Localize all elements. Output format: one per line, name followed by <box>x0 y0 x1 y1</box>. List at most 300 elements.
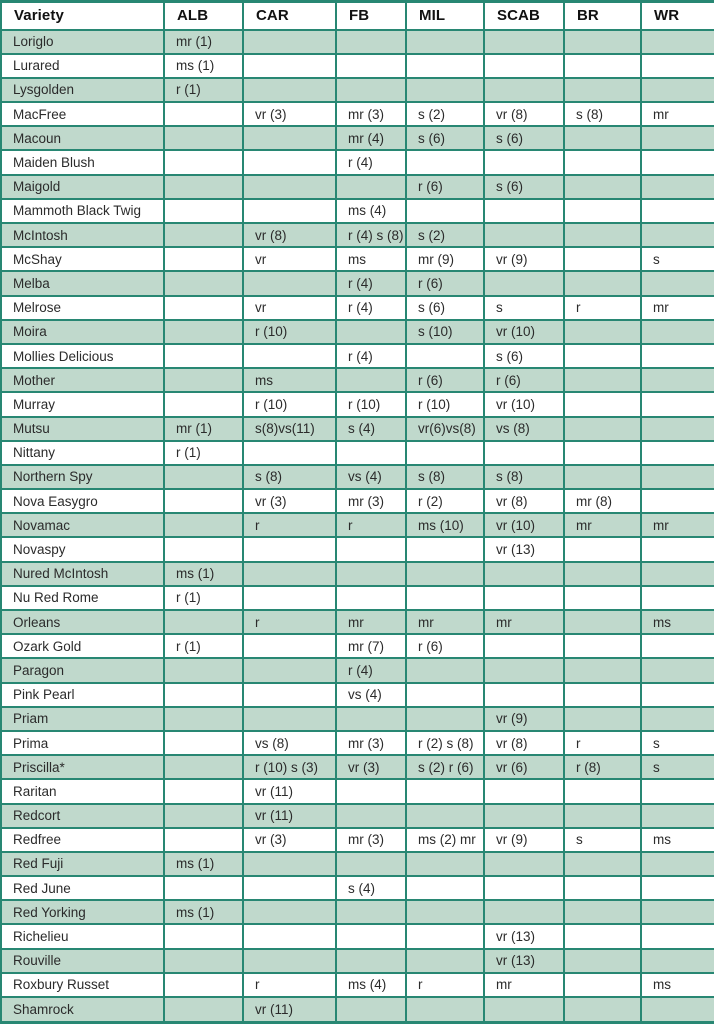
cell-scab <box>484 441 564 465</box>
cell-variety: Redcort <box>1 804 164 828</box>
cell-mil: ms (10) <box>406 513 484 537</box>
cell-variety: Northern Spy <box>1 465 164 489</box>
cell-wr <box>641 634 714 658</box>
cell-car: s (8) <box>243 465 336 489</box>
cell-alb <box>164 344 243 368</box>
cell-br <box>564 949 641 973</box>
cell-scab: s (6) <box>484 344 564 368</box>
cell-car: vr (11) <box>243 779 336 803</box>
cell-alb: ms (1) <box>164 900 243 924</box>
cell-br <box>564 562 641 586</box>
table-row <box>1 271 714 295</box>
cell-mil: r (2) <box>406 489 484 513</box>
cell-variety: Raritan <box>1 779 164 803</box>
cell-variety: Nured McIntosh <box>1 562 164 586</box>
cell-fb <box>336 562 406 586</box>
cell-alb <box>164 683 243 707</box>
cell-variety: Novamac <box>1 513 164 537</box>
cell-mil <box>406 997 484 1023</box>
table-row <box>1 562 714 586</box>
cell-br <box>564 924 641 948</box>
table-header <box>1 2 714 30</box>
cell-alb: r (1) <box>164 441 243 465</box>
cell-scab <box>484 683 564 707</box>
column-header-br: BR <box>564 2 641 30</box>
cell-fb <box>336 368 406 392</box>
cell-wr: s <box>641 731 714 755</box>
cell-car: vr (8) <box>243 223 336 247</box>
table-row <box>1 683 714 707</box>
table-row <box>1 102 714 126</box>
cell-alb <box>164 973 243 997</box>
cell-scab: mr <box>484 973 564 997</box>
cell-variety: Murray <box>1 392 164 416</box>
cell-mil <box>406 54 484 78</box>
cell-car <box>243 175 336 199</box>
cell-fb <box>336 852 406 876</box>
cell-variety: Novaspy <box>1 537 164 561</box>
cell-alb <box>164 755 243 779</box>
cell-variety: McIntosh <box>1 223 164 247</box>
column-header-scab: SCAB <box>484 2 564 30</box>
cell-scab: s (6) <box>484 126 564 150</box>
cell-car <box>243 344 336 368</box>
cell-mil <box>406 441 484 465</box>
cell-variety: Pink Pearl <box>1 683 164 707</box>
cell-scab <box>484 658 564 682</box>
cell-mil: r <box>406 973 484 997</box>
cell-mil <box>406 30 484 54</box>
cell-scab <box>484 586 564 610</box>
cell-br <box>564 852 641 876</box>
cell-fb: s (4) <box>336 417 406 441</box>
cell-scab: vr (13) <box>484 949 564 973</box>
table-row <box>1 997 714 1023</box>
cell-variety: Priscilla* <box>1 755 164 779</box>
cell-scab <box>484 271 564 295</box>
cell-car <box>243 707 336 731</box>
cell-mil <box>406 658 484 682</box>
cell-car: r (10) s (3) <box>243 755 336 779</box>
cell-br <box>564 223 641 247</box>
cell-scab: vr (8) <box>484 731 564 755</box>
cell-variety: Orleans <box>1 610 164 634</box>
cell-alb <box>164 731 243 755</box>
cell-alb <box>164 513 243 537</box>
cell-variety: Roxbury Russet <box>1 973 164 997</box>
cell-car <box>243 924 336 948</box>
cell-car: vr (11) <box>243 997 336 1023</box>
cell-fb: ms (4) <box>336 199 406 223</box>
table-row <box>1 804 714 828</box>
table-row <box>1 126 714 150</box>
cell-br <box>564 610 641 634</box>
cell-alb <box>164 150 243 174</box>
cell-alb <box>164 537 243 561</box>
cell-br <box>564 175 641 199</box>
cell-fb <box>336 441 406 465</box>
cell-fb: mr (3) <box>336 731 406 755</box>
table-row <box>1 392 714 416</box>
table-row <box>1 199 714 223</box>
cell-wr <box>641 683 714 707</box>
cell-car <box>243 586 336 610</box>
cell-scab <box>484 900 564 924</box>
cell-fb: r (4) <box>336 271 406 295</box>
cell-br <box>564 973 641 997</box>
cell-mil <box>406 199 484 223</box>
cell-alb <box>164 102 243 126</box>
table-row <box>1 78 714 102</box>
cell-mil: r (6) <box>406 271 484 295</box>
table-row <box>1 949 714 973</box>
cell-br: s <box>564 828 641 852</box>
cell-alb <box>164 949 243 973</box>
cell-mil <box>406 779 484 803</box>
cell-car <box>243 562 336 586</box>
cell-wr <box>641 537 714 561</box>
cell-scab: r (6) <box>484 368 564 392</box>
cell-mil: r (10) <box>406 392 484 416</box>
cell-br <box>564 344 641 368</box>
cell-alb: r (1) <box>164 78 243 102</box>
cell-car: vs (8) <box>243 731 336 755</box>
cell-alb: ms (1) <box>164 54 243 78</box>
cell-scab <box>484 997 564 1023</box>
cell-variety: Paragon <box>1 658 164 682</box>
cell-car <box>243 78 336 102</box>
cell-variety: Mammoth Black Twig <box>1 199 164 223</box>
cell-wr <box>641 465 714 489</box>
cell-car: vr <box>243 296 336 320</box>
cell-fb <box>336 949 406 973</box>
cell-variety: Maiden Blush <box>1 150 164 174</box>
cell-scab <box>484 54 564 78</box>
cell-scab: s (8) <box>484 465 564 489</box>
table-row <box>1 320 714 344</box>
cell-wr <box>641 779 714 803</box>
cell-fb <box>336 78 406 102</box>
cell-br <box>564 465 641 489</box>
cell-scab: vr (9) <box>484 247 564 271</box>
cell-wr: ms <box>641 610 714 634</box>
cell-wr <box>641 900 714 924</box>
column-header-alb: ALB <box>164 2 243 30</box>
cell-variety: Melrose <box>1 296 164 320</box>
cell-alb <box>164 223 243 247</box>
cell-car: r <box>243 973 336 997</box>
cell-br <box>564 804 641 828</box>
cell-br <box>564 54 641 78</box>
cell-scab: vr (10) <box>484 320 564 344</box>
table-row <box>1 852 714 876</box>
cell-car <box>243 199 336 223</box>
header-row <box>1 2 714 30</box>
cell-scab <box>484 562 564 586</box>
table-row <box>1 973 714 997</box>
cell-variety: Rouville <box>1 949 164 973</box>
cell-br <box>564 199 641 223</box>
cell-scab: vr (9) <box>484 828 564 852</box>
cell-br: s (8) <box>564 102 641 126</box>
cell-scab: s (6) <box>484 175 564 199</box>
cell-fb: vr (3) <box>336 755 406 779</box>
cell-scab <box>484 804 564 828</box>
cell-car: r <box>243 610 336 634</box>
cell-car <box>243 683 336 707</box>
cell-scab: vr (13) <box>484 924 564 948</box>
cell-scab: vr (6) <box>484 755 564 779</box>
cell-fb <box>336 707 406 731</box>
cell-wr <box>641 586 714 610</box>
cell-scab: mr <box>484 610 564 634</box>
cell-variety: Priam <box>1 707 164 731</box>
cell-variety: Nova Easygro <box>1 489 164 513</box>
cell-mil: ms (2) mr <box>406 828 484 852</box>
cell-br <box>564 320 641 344</box>
cell-alb <box>164 924 243 948</box>
cell-fb <box>336 175 406 199</box>
cell-fb <box>336 30 406 54</box>
cell-mil <box>406 949 484 973</box>
cell-variety: Mother <box>1 368 164 392</box>
cell-mil: mr <box>406 610 484 634</box>
cell-mil: r (2) s (8) <box>406 731 484 755</box>
cell-car <box>243 900 336 924</box>
cell-car <box>243 852 336 876</box>
cell-br: r <box>564 296 641 320</box>
cell-variety: Prima <box>1 731 164 755</box>
cell-fb: r (4) <box>336 296 406 320</box>
cell-mil: s (6) <box>406 296 484 320</box>
cell-br <box>564 658 641 682</box>
cell-mil <box>406 344 484 368</box>
cell-variety: Nittany <box>1 441 164 465</box>
cell-scab <box>484 876 564 900</box>
cell-scab: vr (8) <box>484 102 564 126</box>
cell-wr <box>641 852 714 876</box>
cell-fb: s (4) <box>336 876 406 900</box>
cell-mil <box>406 683 484 707</box>
cell-wr <box>641 78 714 102</box>
cell-scab: vr (9) <box>484 707 564 731</box>
cell-car: ms <box>243 368 336 392</box>
table-row <box>1 755 714 779</box>
cell-br <box>564 707 641 731</box>
table-row <box>1 247 714 271</box>
table-row <box>1 441 714 465</box>
cell-alb: ms (1) <box>164 562 243 586</box>
cell-fb: vs (4) <box>336 683 406 707</box>
cell-alb <box>164 175 243 199</box>
cell-variety: Mollies Delicious <box>1 344 164 368</box>
cell-wr <box>641 562 714 586</box>
cell-variety: Moira <box>1 320 164 344</box>
cell-alb <box>164 997 243 1023</box>
cell-wr <box>641 417 714 441</box>
table-row <box>1 828 714 852</box>
cell-variety: Nu Red Rome <box>1 586 164 610</box>
cell-variety: Redfree <box>1 828 164 852</box>
cell-scab <box>484 150 564 174</box>
cell-br <box>564 779 641 803</box>
cell-fb <box>336 779 406 803</box>
cell-car <box>243 271 336 295</box>
cell-fb: mr (7) <box>336 634 406 658</box>
cell-fb: mr <box>336 610 406 634</box>
cell-mil: vr(6)vs(8) <box>406 417 484 441</box>
cell-mil: s (2) <box>406 223 484 247</box>
cell-br <box>564 30 641 54</box>
cell-wr: mr <box>641 513 714 537</box>
cell-car: r <box>243 513 336 537</box>
cell-alb <box>164 707 243 731</box>
cell-mil: s (6) <box>406 126 484 150</box>
cell-scab <box>484 852 564 876</box>
cell-wr <box>641 997 714 1023</box>
cell-br <box>564 683 641 707</box>
cell-mil: mr (9) <box>406 247 484 271</box>
cell-fb <box>336 54 406 78</box>
cell-mil <box>406 924 484 948</box>
cell-br <box>564 417 641 441</box>
cell-car: r (10) <box>243 320 336 344</box>
cell-mil: r (6) <box>406 634 484 658</box>
cell-mil: s (8) <box>406 465 484 489</box>
cell-alb <box>164 126 243 150</box>
cell-alb <box>164 296 243 320</box>
cell-scab <box>484 78 564 102</box>
table-row <box>1 900 714 924</box>
cell-fb: mr (3) <box>336 102 406 126</box>
cell-alb <box>164 247 243 271</box>
cell-mil: r (6) <box>406 368 484 392</box>
cell-br <box>564 247 641 271</box>
cell-wr <box>641 924 714 948</box>
cell-wr <box>641 223 714 247</box>
cell-alb <box>164 804 243 828</box>
cell-fb: r (4) <box>336 344 406 368</box>
cell-variety: MacFree <box>1 102 164 126</box>
cell-br <box>564 368 641 392</box>
cell-car: vr (3) <box>243 102 336 126</box>
cell-alb <box>164 465 243 489</box>
cell-scab: vr (8) <box>484 489 564 513</box>
cell-variety: Red Fuji <box>1 852 164 876</box>
cell-car: s(8)vs(11) <box>243 417 336 441</box>
cell-fb <box>336 900 406 924</box>
cell-br: r (8) <box>564 755 641 779</box>
cell-wr <box>641 392 714 416</box>
table-row <box>1 223 714 247</box>
cell-alb: mr (1) <box>164 30 243 54</box>
cell-wr <box>641 271 714 295</box>
cell-scab <box>484 634 564 658</box>
cell-variety: McShay <box>1 247 164 271</box>
cell-scab <box>484 779 564 803</box>
cell-car: vr (3) <box>243 828 336 852</box>
cell-mil <box>406 852 484 876</box>
cell-car: vr (3) <box>243 489 336 513</box>
cell-car: vr <box>243 247 336 271</box>
cell-fb: r (10) <box>336 392 406 416</box>
cell-br <box>564 271 641 295</box>
cell-wr <box>641 489 714 513</box>
table-row <box>1 779 714 803</box>
table-row <box>1 465 714 489</box>
cell-wr: s <box>641 247 714 271</box>
cell-br <box>564 392 641 416</box>
cell-car <box>243 441 336 465</box>
cell-br <box>564 997 641 1023</box>
cell-fb: mr (3) <box>336 828 406 852</box>
cell-fb <box>336 924 406 948</box>
cell-wr <box>641 368 714 392</box>
cell-br <box>564 126 641 150</box>
cell-variety: Lysgolden <box>1 78 164 102</box>
cell-wr <box>641 320 714 344</box>
cell-alb <box>164 271 243 295</box>
cell-mil: s (10) <box>406 320 484 344</box>
cell-fb <box>336 537 406 561</box>
cell-wr <box>641 199 714 223</box>
cell-alb <box>164 610 243 634</box>
cell-scab: vr (13) <box>484 537 564 561</box>
cell-variety: Macoun <box>1 126 164 150</box>
cell-scab: vs (8) <box>484 417 564 441</box>
cell-scab: s <box>484 296 564 320</box>
cell-alb <box>164 828 243 852</box>
cell-br <box>564 876 641 900</box>
cell-alb: mr (1) <box>164 417 243 441</box>
cell-fb: mr (4) <box>336 126 406 150</box>
cell-scab <box>484 223 564 247</box>
cell-car <box>243 658 336 682</box>
table-row <box>1 658 714 682</box>
table-row <box>1 54 714 78</box>
table-row <box>1 368 714 392</box>
table-row <box>1 634 714 658</box>
cell-car <box>243 30 336 54</box>
cell-wr: mr <box>641 102 714 126</box>
cell-scab: vr (10) <box>484 513 564 537</box>
table-row <box>1 150 714 174</box>
cell-scab: vr (10) <box>484 392 564 416</box>
cell-alb: ms (1) <box>164 852 243 876</box>
cell-car: r (10) <box>243 392 336 416</box>
cell-br <box>564 150 641 174</box>
cell-fb <box>336 804 406 828</box>
cell-fb: r (4) <box>336 658 406 682</box>
table-row <box>1 344 714 368</box>
column-header-variety: Variety <box>1 2 164 30</box>
cell-wr <box>641 344 714 368</box>
cell-alb <box>164 368 243 392</box>
cell-fb: mr (3) <box>336 489 406 513</box>
cell-wr: mr <box>641 296 714 320</box>
cell-br: mr <box>564 513 641 537</box>
cell-alb <box>164 392 243 416</box>
cell-variety: Melba <box>1 271 164 295</box>
table-row <box>1 586 714 610</box>
cell-br <box>564 634 641 658</box>
cell-mil: r (6) <box>406 175 484 199</box>
column-header-fb: FB <box>336 2 406 30</box>
cell-wr <box>641 150 714 174</box>
cell-wr: ms <box>641 828 714 852</box>
cell-wr <box>641 658 714 682</box>
cell-mil <box>406 804 484 828</box>
